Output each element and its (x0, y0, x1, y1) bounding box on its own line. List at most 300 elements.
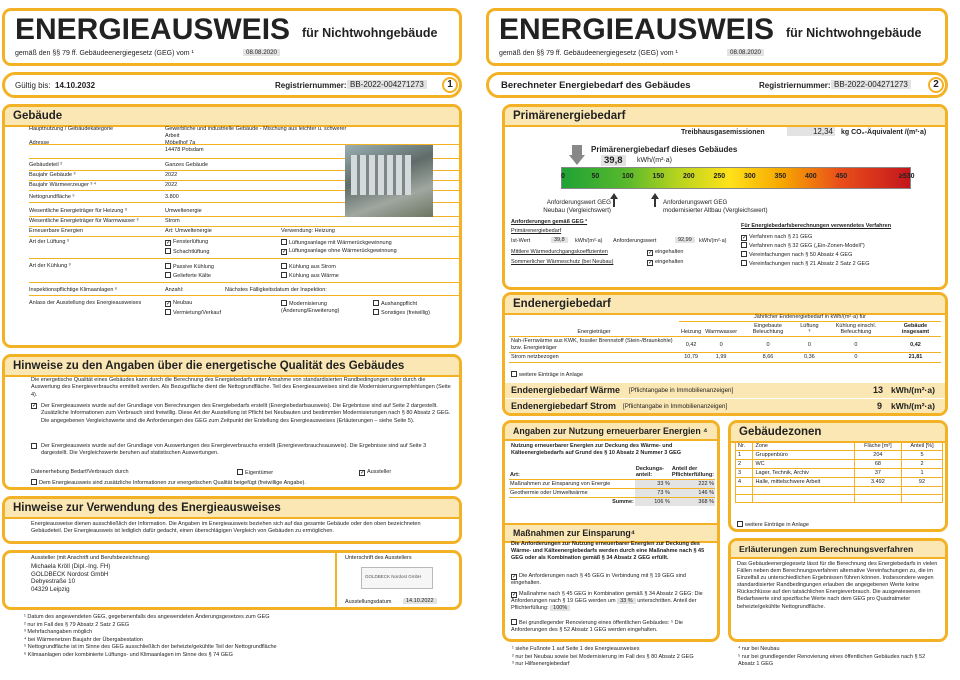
aussteller-option[interactable] (359, 469, 391, 476)
verf-option-label: Verfahren nach § 21 GEG (749, 234, 813, 240)
ref1-marker (610, 193, 618, 207)
scale-label: 0 (561, 173, 565, 180)
pe-arrow-down (569, 145, 585, 165)
lueftung-option-label: Fensterlüftung (173, 239, 209, 245)
ist-label: Ist-Wert (511, 238, 531, 244)
aussteller-address (31, 563, 110, 593)
lueftung-option[interactable] (281, 239, 392, 246)
doc-title-suffix-2: für Nichtwohngebäude (786, 26, 922, 40)
ref2-label: Anforderungswert GEG modernisierter Altbau (Vergleichswert) (663, 199, 768, 214)
zone-cell: 2 (736, 460, 753, 469)
endenergie-table (509, 313, 941, 363)
lueftung-option[interactable] (281, 248, 397, 255)
footnote-p2-1: ¹ siehe Fußnote 1 auf Seite 1 des Energieausweises (512, 646, 640, 652)
end-cell: 8,66 (739, 353, 797, 363)
aussteller-label: Aussteller (367, 469, 392, 475)
reg-number-2: BB-2022-004271273 (831, 80, 911, 89)
zone-col-header: Zone (753, 442, 854, 451)
erneuerbar-heading: Angaben zur Nutzung erneuerbarer Energien ⁴ (505, 423, 717, 441)
strom-row (505, 399, 948, 414)
zone-cell: 204 (854, 451, 901, 460)
validity-bar (2, 72, 462, 98)
scale-label: 450 (835, 173, 848, 180)
hinweise-heading: Hinweise zu den Angaben über die energetische Qualität des Gebäudes (5, 357, 459, 377)
mass-2-value: 33 % (617, 598, 636, 604)
end-cell: 0,42 (890, 337, 941, 353)
kuehlung-option[interactable] (281, 272, 339, 279)
page-1 (0, 0, 472, 680)
law-reference-2: gemäß den §§ 79 ff. Gebäudeenergiegesetz (GEG) vom ¹ (499, 50, 678, 57)
zone-empty-row (736, 487, 943, 495)
lueftung-checkbox[interactable]: ✓ (282, 249, 288, 255)
end-weitere[interactable] (511, 371, 583, 378)
title-block-2 (486, 8, 948, 66)
aussteller-line: Debyestraße 10 (31, 578, 76, 586)
zone-cell: Gruppenbüro (753, 451, 854, 460)
erneuerbar-section (502, 420, 720, 642)
subtitle-bar (486, 72, 948, 98)
zone-cell: 3.492 (854, 478, 901, 487)
end-col-header: Warmwasser (703, 322, 739, 337)
mass-3-text: Bei grundlegender Renovierung eines öffentlichen Gebäudes: ⁵ Die Anforderungen des § 52 Absatz 1 GEG werden eingehalten. (511, 620, 683, 633)
datenerhebung-label: Datenerhebung Bedarf/Verbrauch durch (31, 469, 129, 475)
mass-3-checkbox[interactable] (511, 619, 517, 625)
mass-2-text-a: Maßnahme nach § 45 GEG in Kombination gemäß § 34 Absatz 2 GEG: Die Anforderungen nach § 19 GEG werden um (511, 591, 703, 604)
footnote: ⁵ Nettogrundfläche ist im Sinne des GEG ausschließlich der beheizte/gekühlte Teil der Nettogrundfläche (24, 644, 277, 650)
end-cell: 0 (822, 337, 890, 353)
zone-row (736, 469, 943, 478)
scale-label: 200 (683, 173, 695, 180)
end-weitere-checkbox[interactable] (511, 371, 517, 377)
erlaeuterung-section (728, 538, 948, 642)
zonen-weitere[interactable] (737, 521, 809, 528)
row-value: 3.800 (165, 194, 179, 200)
valid-date: 14.10.2032 (55, 81, 96, 90)
zone-row (736, 451, 943, 460)
mw-label: Mittlere Wärmedurchgangskoeffizienten (511, 249, 608, 255)
end-cell: 0,42 (679, 337, 703, 353)
end-cell: Strom netzbezogen (509, 353, 679, 363)
ern-cell: Geothermie oder Umweltwärme (509, 489, 635, 498)
end-col-header: Kühlung einschl. Befeuchtung (822, 322, 890, 337)
reg-label: Registriernummer: (275, 81, 347, 90)
end-row (509, 353, 941, 363)
valid-label: Gültig bis: (15, 81, 51, 90)
ern-cell: 222 % (671, 480, 715, 489)
scale-label: 350 (774, 173, 787, 180)
hinweise-verbrauch-text: Der Energieausweis wurde auf der Grundlage von Auswertungen des Energieverbrauchs erstellt (Energieverbrauchsausweis). Die Ergebnisse sind auf Seite 3 dargestellt. Die Vergleichswerte beruhen auf statistischen Auswertungen. (41, 443, 427, 457)
zone-cell: 37 (854, 469, 901, 478)
footnote-p2-5: ⁵ nur bei grundlegender Renovierung eines öffentlichen Gebäudes nach § 52 Absatz 1 GEG (738, 653, 926, 667)
waerme-note: [Pflichtangabe in Immobilienanzeigen] (629, 387, 734, 394)
footnote: ² nur im Fall des § 79 Absatz 2 Satz 2 GEG (24, 621, 130, 628)
end-cell: 0,36 (797, 353, 822, 363)
strom-value: 9 (877, 401, 883, 411)
anlass-checkbox[interactable] (165, 309, 171, 315)
verf-option[interactable] (741, 251, 869, 260)
row-value: Gewerbliche und industrielle Gebäude - Mischung aus leichter u. schwerer Arbeit (165, 126, 347, 139)
verwendung-text: Energieausweise dienen ausschließlich der Information. Die Angaben im Energieausweis beziehen sich auf das gesamte Gebäude oder den oben bezeichneten Gebäudeteil. Der Energieausweis ist lediglich dafür gedacht, einen überschlägigen Vergleich von Gebäuden zu ermöglichen. (31, 521, 421, 535)
row-value: Umweltenergie (165, 208, 202, 214)
row-label: Gebäudeteil ² (29, 162, 63, 168)
verf-heading: Für Energiebedarfsberechnungen verwendetes Verfahren (741, 223, 892, 229)
verf-checkbox[interactable]: ✓ (742, 235, 748, 241)
verf-option[interactable] (741, 242, 869, 251)
scale-label: 100 (622, 173, 634, 180)
insp-anzahl: Anzahl: (165, 287, 184, 293)
anlass-option[interactable] (165, 309, 255, 317)
row-value: Strom (165, 218, 180, 224)
kuehlung-option[interactable] (281, 263, 336, 270)
thg-value: 12,34 (787, 127, 835, 136)
lueftung-checkbox[interactable] (165, 248, 171, 254)
mass-2 (511, 591, 715, 612)
row-value: Möbelhof 7a 14478 Potsdam (165, 140, 204, 153)
hinweise-bedarf-text: Der Energieausweis wurde auf der Grundlage von Berechnungen des Energiebedarfs erstellt (Energiebedarfsausweis). Die Ergebnisse sind auf Seite 2 dargestellt. Zusätzliche Informationen zum Verbrauch sind freiwillig. Diese Art der Ausstellung ist Pflicht bei Neubauten und bestimmten Modernisierungen nach § 80 Absatz 2 GEG. Die angegebenen Vergleichswerte sind die Anforderungen des GEG zum Zeitpunkt der Erstellung des Energieausweises (Erläuterungen – siehe Seite 5). (41, 403, 451, 424)
ern-sum (509, 498, 715, 507)
mass-heading: Maßnahmen zur Einsparung⁴ (505, 523, 717, 543)
erlaeuterung-heading: Erläuterungen zum Berechnungsverfahren (731, 541, 945, 559)
kuehlung-checkbox[interactable] (165, 272, 171, 278)
thg-label: Treibhausgasemissionen (681, 129, 765, 136)
primaer-heading: Primärenergiebedarf (505, 107, 945, 127)
verf-option-label: Verfahren nach § 32 GEG („Ein-Zonen-Modell") (749, 243, 865, 249)
primaer-section (502, 104, 948, 290)
eigentuemer-checkbox[interactable] (237, 469, 243, 475)
mass-1-checkbox[interactable]: ✓ (512, 574, 518, 580)
verf-checkbox[interactable] (741, 260, 747, 266)
row-label: Wesentliche Energieträger für Heizung ³ (29, 208, 127, 214)
row-label: Adresse (29, 140, 50, 146)
anlass-option-label: Modernisierung (Änderung/Erweiterung) (281, 301, 340, 314)
anf-value: 92,99 (675, 237, 695, 243)
aussteller-line: Michaela Kröll (Dipl.-Ing. FH) (31, 563, 111, 570)
verf-checkbox[interactable] (741, 242, 747, 248)
reg-label-2: Registriernummer: (759, 81, 831, 90)
anlass-option-label: Sonstiges (freiwillig) (381, 310, 430, 316)
ern-head (509, 465, 715, 480)
building-photo (345, 145, 433, 217)
kuehlung-label: Art der Kühlung ³ (29, 263, 71, 269)
gebaeude-heading: Gebäude (5, 107, 459, 127)
erneuerbar-intro: Nutzung erneuerbarer Energien zur Deckung des Wärme- und Kälteenergiebedarfs auf Grund des § 10 Absatz 2 Nummer 3 GEG (511, 443, 682, 456)
insp-label: Inspektionspflichtige Klimaanlagen ⁶ (29, 287, 118, 293)
strom-note: [Pflichtangabe in Immobilienanzeigen] (623, 403, 728, 410)
footnote: ⁶ Klimaanlagen oder kombinierte Lüftungs- und Klimaanlagen im Sinne des § 74 GEG (24, 651, 233, 658)
doc-title-2: ENERGIEAUSWEIS (499, 13, 775, 46)
anlass-checkbox[interactable] (281, 300, 287, 306)
ern-sum-d: 106 % (635, 498, 671, 507)
zonen-weitere-checkbox[interactable] (737, 521, 743, 527)
zusatz-info[interactable] (31, 479, 306, 486)
anlass-option[interactable] (373, 309, 462, 317)
zonen-heading: Gebäudezonen (731, 423, 945, 443)
page-number: 1 (442, 77, 458, 93)
zone-cell: 1 (901, 469, 942, 478)
end-cell: 0 (797, 337, 822, 353)
zone-col-header: Fläche [m²] (854, 442, 901, 451)
end-weitere-label: weitere Einträge in Anlage (519, 372, 583, 378)
waerme-row (505, 383, 948, 398)
zonen-weitere-label: weitere Einträge in Anlage (745, 522, 809, 528)
mass-intro: Die Anforderungen zur Nutzung erneuerbarer Energien zur Deckung des Wärme- und Kälteenergiebedarfs werden durch eine Maßnahme nach § 45 GEG oder als Kombination gemäß § 34 Absatz 2 GEG erfüllt. (511, 541, 705, 561)
mass-3 (511, 619, 715, 634)
end-cell: 10,79 (679, 353, 703, 363)
end-cell: 1,99 (703, 353, 739, 363)
mass-2-checkbox[interactable]: ✓ (512, 592, 518, 598)
zonen-section (728, 420, 948, 532)
reg-number: BB-2022-004271273 (347, 80, 427, 89)
divider (335, 553, 337, 610)
ist-unit: kWh/(m²·a) (575, 238, 603, 244)
ausstellungsdatum: 14.10.2022 (403, 598, 437, 604)
end-col-header: Gebäude insgesamt (890, 322, 941, 337)
anf-label: Anforderungswert (613, 238, 657, 244)
row-label: Baujahr Wärmeerzeuger ³ ⁴ (29, 182, 97, 188)
row-value: 2022 (165, 182, 178, 188)
verf-options (741, 233, 869, 269)
kuehlung-option-label: Passive Kühlung (173, 264, 214, 270)
ref2-marker (651, 193, 659, 207)
verwendung-heading: Hinweise zur Verwendung des Energieausweises (5, 499, 459, 519)
verwendung-value: Verwendung: Heizung (281, 228, 335, 234)
verwendung-section (2, 496, 462, 544)
zusatz-checkbox[interactable] (31, 479, 37, 485)
law-date: 08.08.2020 (243, 49, 280, 56)
ref1-label: Anforderungswert GEG Neubau (Vergleichswert) (543, 199, 611, 214)
footnote-p2-4: ⁴ nur bei Neubau (738, 646, 780, 652)
mass-1 (511, 573, 715, 587)
page-2 (484, 0, 956, 680)
anlass-option[interactable] (281, 300, 369, 315)
zone-empty-row (736, 495, 943, 503)
kuehlung-option-label: Kühlung aus Strom (289, 264, 336, 270)
ern-cell: 146 % (671, 489, 715, 498)
row-label: Wesentliche Energieträger für Warmwasser ³ (29, 218, 139, 224)
scale-label: 250 (713, 173, 726, 180)
anlass-checkbox[interactable]: ✓ (166, 301, 172, 307)
signature-stamp (361, 567, 433, 589)
ern-sum-p: 368 % (671, 498, 715, 507)
sw-status-text: eingehalten (655, 259, 684, 265)
thg-unit: kg CO₂-Äquivalent /(m²·a) (841, 129, 927, 136)
ern-cell: 33 % (635, 480, 671, 489)
zone-cell: Lager, Technik, Archiv (753, 469, 854, 478)
end-cell: 0 (822, 353, 890, 363)
end-col-header: Energieträger (509, 322, 679, 337)
lueftung-checkbox[interactable] (281, 239, 287, 245)
mw-checkbox[interactable]: ✓ (648, 250, 654, 256)
sw-checkbox[interactable]: ✓ (648, 260, 654, 266)
footnote: ⁴ bei Wärmenetzen Baujahr der Übergabestation (24, 636, 143, 643)
zone-cell: 2 (901, 460, 942, 469)
verf-option-label: Vereinfachungen nach § 21 Absatz 2 Satz 2 GEG (749, 261, 870, 267)
ern-cell: Maßnahmen zur Einsparung von Energie (509, 480, 635, 489)
strom-unit: kWh/(m²·a) (891, 401, 935, 411)
lueftung-option[interactable] (165, 239, 208, 246)
anlass-option-label: Neubau (173, 300, 193, 306)
eigentuemer-option[interactable] (237, 469, 273, 476)
row-label: Baujahr Gebäude ³ (29, 172, 76, 178)
kuehlung-option-label: Gelieferte Kälte (173, 273, 211, 279)
anlass-option[interactable] (373, 300, 462, 308)
stamp-text: GOLDBECK Nordost GmbH (365, 574, 422, 579)
signature-label: Unterschrift des Ausstellers (345, 555, 412, 561)
zone-col-header: Anteil [%] (901, 442, 942, 451)
end-cell: 21,81 (890, 353, 941, 363)
verbrauch-checkbox[interactable] (31, 443, 37, 449)
verf-option[interactable] (741, 233, 869, 242)
bedarf-checkbox[interactable]: ✓ (32, 403, 38, 409)
footnotes-p2-left (512, 646, 694, 669)
doc-title: ENERGIEAUSWEIS (15, 13, 291, 46)
verf-option[interactable] (741, 260, 869, 269)
end-head-top (509, 313, 941, 322)
end-head-top-cell: Jährlicher Endenergiebedarf in kWh/(m²·a) für (679, 313, 941, 322)
kuehlung-checkbox[interactable] (165, 263, 171, 269)
gebaeude-row (29, 227, 459, 237)
scale-label: 150 (652, 173, 665, 180)
ern-col-header: Deckungs-anteil: (635, 465, 671, 480)
row-label: Erneuerbare Energien (29, 228, 84, 234)
scale-label: 400 (805, 173, 817, 180)
lueftung-option-label: Schachtlüftung (173, 249, 210, 255)
hinweise-intro: Die energetische Qualität eines Gebäudes kann durch die Berechnung des Energiebedarfs unter Annahme von standardisierten Randbedingungen oder durch die Auswertung des Energieverbrauchs ermittelt werden. Als Bezugsfläche dient die Nettogrundfläche. Teil des Energieausweises sind die Modernisierungsempfehlungen (Seite 4). (31, 377, 451, 398)
energy-scale-bar (561, 167, 911, 189)
scale-label: 50 (591, 173, 600, 180)
footnotes-p2-right (738, 646, 938, 669)
row-value: Art: Umweltenergie (165, 228, 212, 234)
ern-cell: 73 % (635, 489, 671, 498)
lueftung-checkbox[interactable]: ✓ (166, 240, 172, 246)
zone-row (736, 478, 943, 487)
lueftung-option-label: Lüftungsanlage ohne Wärmerückgewinnung (289, 248, 397, 254)
ern-sum-label: Summe: (612, 499, 634, 505)
mw-status (647, 249, 683, 256)
sw-label: Sommerlicher Wärmeschutz (bei Neubau) (511, 259, 614, 265)
zone-col-header: Nr. (736, 442, 753, 451)
zone-row (736, 460, 943, 469)
sw-status (647, 259, 683, 266)
footnote: ¹ Datum des angewendeten GEG, gegebenenfalls des angewendeten Änderungsgesetzes zum GEG (24, 614, 270, 620)
anlass-option[interactable] (165, 300, 255, 307)
end-cell: 0 (703, 337, 739, 353)
lueftung-option[interactable] (165, 248, 209, 255)
end-col-header: Heizung (679, 322, 703, 337)
aussteller-line: 04329 Leipzig (31, 585, 70, 593)
inspektion-row (29, 285, 459, 296)
lueftung-option-label: Lüftungsanlage mit Wärmerückgewinnung (289, 240, 392, 246)
mw-status-text: eingehalten (655, 249, 684, 255)
anlass-checkbox[interactable] (373, 300, 379, 306)
end-cell: Nah-/Fernwärme aus KWK, fossiler Brennstoff (Stein-/Braunkohle) bzw. Energieträger (509, 337, 679, 353)
title-block (2, 8, 462, 66)
ausstellungsdatum-label: Ausstellungsdatum (345, 599, 392, 605)
waerme-label: Endenergiebedarf Wärme (511, 385, 621, 395)
anlass-checkbox[interactable] (373, 309, 379, 315)
kuehlung-option[interactable] (165, 263, 214, 270)
row-label: Hauptnutzung / Gebäudekategorie (29, 126, 114, 132)
aussteller-checkbox[interactable]: ✓ (360, 470, 366, 476)
kuehlung-checkbox[interactable] (281, 272, 287, 278)
ern-col-header: Anteil der Pflichterfüllung: (671, 466, 715, 478)
scale-label: 300 (744, 173, 756, 180)
ern-row (509, 480, 715, 489)
row-value: 2022 (165, 172, 178, 178)
subtitle: Berechneter Energiebedarf des Gebäudes (501, 80, 691, 91)
erlaeuterung-text: Das Gebäudeenergiegesetz lässt für die Berechnung des Energiebedarfs in vielen Fällen neben dem Berechnungsverfahren alternative Vereinfachungen zu, die im Einzelfall zu unterschiedlichen Ergebnissen führen können. Insbesondere wegen standardisierter Randbedingungen erlauben die angegebenen Werte keine Rückschlüsse auf den tatsächlichen Energieverbrauch. Die ausgewiesenen Bedarfswerte sind spezifische Werte nach dem GEG pro Quadratmeter beheizte/gekühlte Nettogrundfläche. (737, 561, 938, 610)
zonen-table (735, 441, 943, 503)
footnotes-p1 (24, 614, 277, 659)
endenergie-heading: Endenergiebedarf (505, 295, 945, 315)
anf-unit: kWh/(m²·a) (699, 238, 727, 244)
end-cell: 0 (739, 337, 797, 353)
gebaeude-row (29, 217, 459, 227)
end-head (509, 322, 941, 337)
waerme-unit: kWh/(m²·a) (891, 385, 935, 395)
kuehlung (29, 261, 459, 283)
law-date-2: 08.08.2020 (727, 49, 764, 56)
eigentuemer-label: Eigentümer (245, 470, 274, 476)
insp-date: Nächstes Fälligkeitsdatum der Inspektion: (225, 287, 327, 293)
anf-heading: Anforderungen gemäß GEG ² (511, 219, 588, 225)
zone-head (736, 442, 943, 451)
end-col-header: Eingebaute Beleuchtung (739, 322, 797, 337)
zone-cell: 1 (736, 451, 753, 460)
aussteller-heading: Aussteller (mit Anschrift und Berufsbezeichnung) (31, 555, 150, 561)
lueftung (29, 237, 459, 259)
page-number-2: 2 (928, 77, 944, 93)
hinweise-bedarf (31, 403, 451, 425)
kuehlung-checkbox[interactable] (281, 263, 287, 269)
ern-row (509, 489, 715, 498)
law-reference: gemäß den §§ 79 ff. Gebäudeenergiegesetz (GEG) vom ¹ (15, 50, 194, 57)
kuehlung-option[interactable] (165, 272, 211, 279)
zone-cell: Halle, mittelschwere Arbeit (753, 478, 854, 487)
zone-cell: WC (753, 460, 854, 469)
footnote-p2-2: ² nur bei Neubau sowie bei Modernisierung im Fall des § 80 Absatz 2 GEG (512, 653, 694, 660)
zone-cell: 92 (901, 478, 942, 487)
erneuerbar-table (509, 465, 715, 506)
zusatz-label: Dem Energieausweis sind zusätzliche Informationen zur energetischen Qualität beigefügt (freiwillige Angabe). (39, 480, 306, 486)
zone-cell: 3 (736, 469, 753, 478)
mass-1-text: Die Anforderungen nach § 45 GEG in Verbindung mit § 19 GEG sind eingehalten. (511, 573, 686, 586)
anlass-option-label: Vermietung/Verkauf (173, 310, 222, 316)
hinweise-section (2, 354, 462, 490)
aussteller-section (2, 550, 462, 610)
row-label: Nettogrundfläche ⁵ (29, 194, 75, 200)
ist-value: 39,8 (551, 237, 568, 243)
footnote: ³ Mehrfachangaben möglich (24, 629, 93, 635)
hinweise-verbrauch (31, 443, 451, 458)
anlass-row (29, 298, 459, 322)
verf-option-label: Vereinfachungen nach § 50 Absatz 4 GEG (749, 252, 853, 258)
mass-2-anteil: 100% (550, 605, 570, 611)
anlass-label: Anlass der Ausstellung des Energieausweises (29, 300, 142, 306)
verf-checkbox[interactable] (741, 251, 747, 257)
pe-arrow-unit: kWh/(m²·a) (637, 157, 672, 164)
waerme-value: 13 (873, 385, 884, 395)
zone-cell: 5 (901, 451, 942, 460)
zone-cell: 4 (736, 478, 753, 487)
end-col-header: Lüftung ³ (797, 322, 822, 337)
lueftung-label: Art der Lüftung ³ (29, 239, 69, 245)
photo-facade (351, 155, 411, 195)
end-row (509, 337, 941, 353)
footnote-p2-3: ³ nur Hilfsenergiebedarf (512, 661, 570, 667)
zone-cell: 68 (854, 460, 901, 469)
kuehlung-option-label: Kühlung aus Wärme (289, 273, 339, 279)
